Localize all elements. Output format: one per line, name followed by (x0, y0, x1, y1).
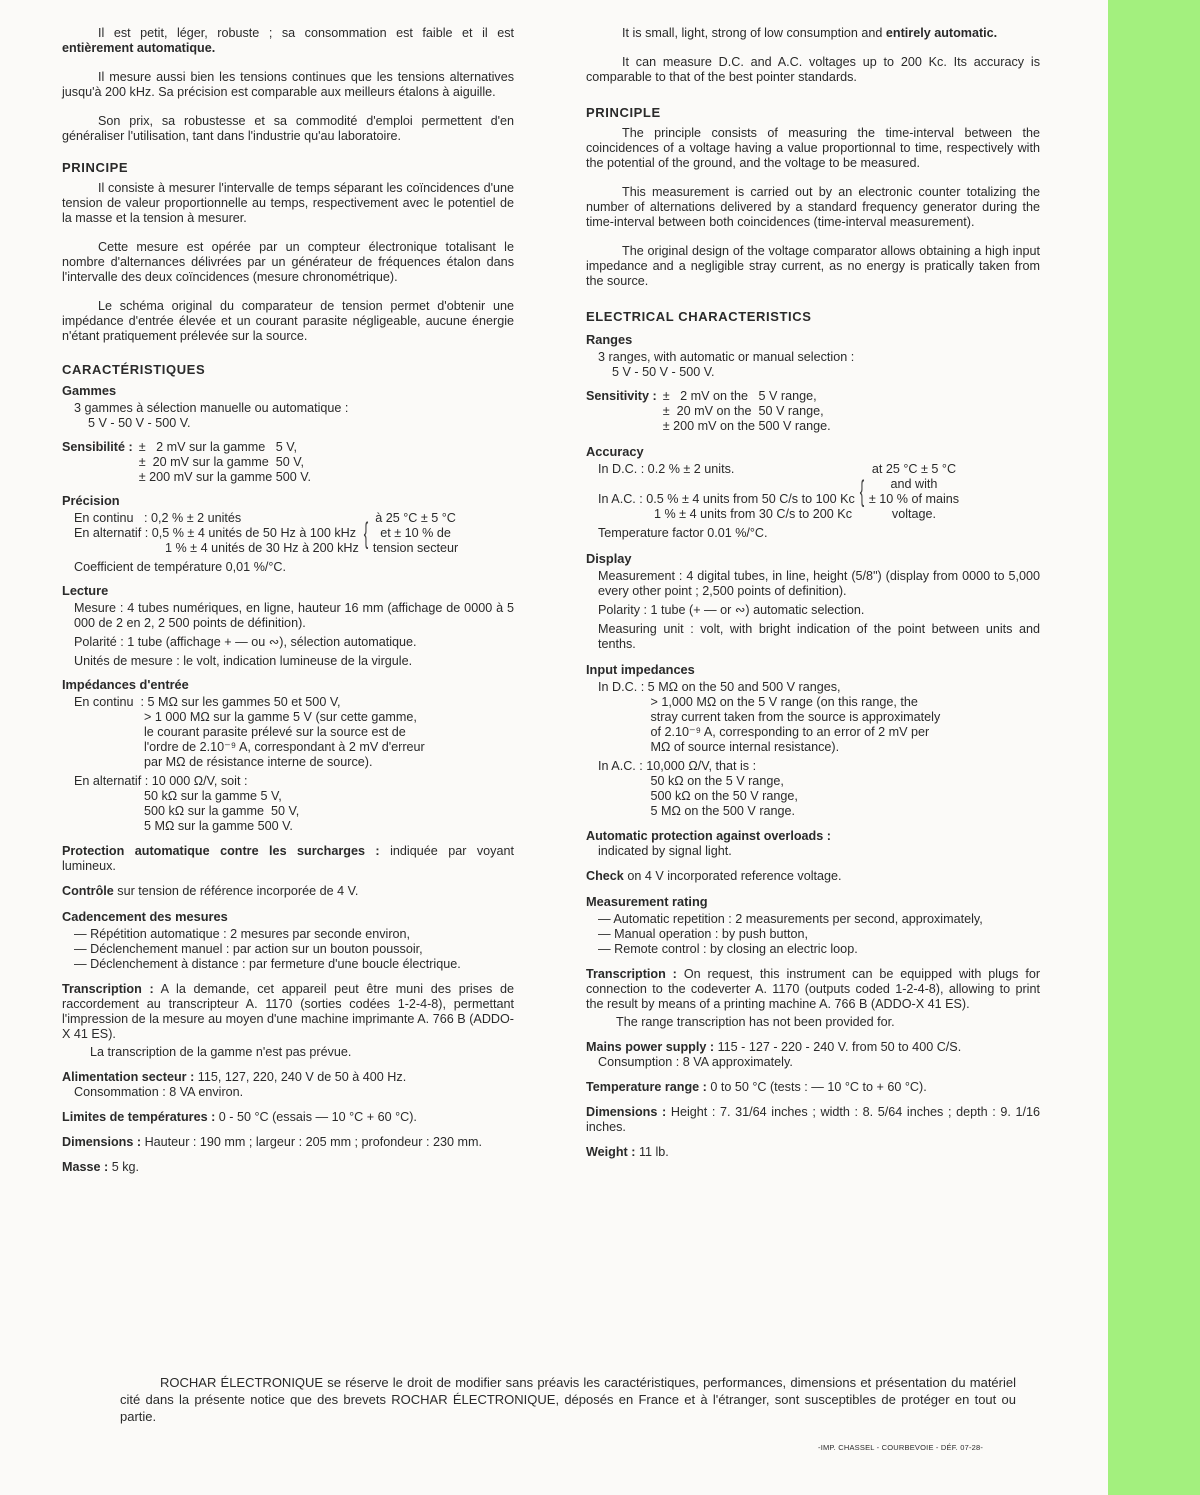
fr-precision-right: à 25 °C ± 5 °C et ± 10 % de tension secteur (372, 511, 459, 555)
en-protection: Automatic protection against overloads : indicated by signal light. (586, 829, 831, 858)
fr-imped-continu: En continu : 5 MΩ sur les gammes 50 et 500 V, > 1 000 MΩ sur la gamme 5 V (sur cette gamme, le courant parasite prélevé sur la source est de l'ordre de 2.10⁻⁹ A, correspondant à 2 mV d'erreur par MΩ de résistance interne de source). (74, 695, 425, 769)
fr-lecture-title: Lecture (62, 583, 109, 598)
en-principle-title: PRINCIPLE (586, 105, 661, 120)
en-weight: Weight : 11 lb. (586, 1145, 669, 1159)
fr-limites: Limites de températures : 0 - 50 °C (essais — 10 °C + 60 °C). (62, 1110, 417, 1124)
en-accuracy-left: In D.C. : 0.2 % ± 2 units. In A.C. : 0.5 % ± 4 units from 50 C/s to 100 Kc 1 % ± 4 units from 30 C/s to 200 Kc (598, 462, 855, 521)
en-rating-2: — Manual operation : by push button, (598, 927, 809, 941)
fr-precision-block (62, 511, 514, 556)
fr-precision-title: Précision (62, 493, 120, 508)
en-sens-values: ± 2 mV on the 5 V range, ± 20 mV on the 50 V range, ± 200 mV on the 500 V range. (662, 389, 831, 433)
fr-lecture-1: Mesure : 4 tubes numériques, en ligne, hauteur 16 mm (affichage de 0000 à 5 000 de 2 en 2, 2 500 points de définition). (74, 601, 514, 630)
fr-dimensions: Dimensions : Hauteur : 190 mm ; largeur : 205 mm ; profondeur : 230 mm. (62, 1135, 482, 1149)
en-sens-label: Sensitivity : (586, 389, 657, 403)
en-principle-2: This measurement is carried out by an electronic counter totalizing the number of alternations delivered by a standard frequency generator during the time-interval between both coincidences (time-interval measurement). (586, 185, 1040, 229)
en-transcription-2: The range transcription has not been provided for. (616, 1015, 895, 1029)
en-transcription: Transcription : On request, this instrument can be equipped with plugs for connection to the codeverter A. 1170 (outputs coded 1-2-4-8), allowing to print the result by means of a printing machine A. 766 B (ADDO-X 41 ES). (586, 967, 1041, 1011)
en-display-title: Display (586, 551, 632, 566)
fr-precision-coef: Coefficient de température 0,01 %/°C. (74, 560, 287, 574)
en-rating-1: — Automatic repetition : 2 measurements per second, approximately, (598, 912, 983, 926)
en-display-3: Measuring unit : volt, with bright indication of the point between units and tenths. (598, 622, 1040, 651)
fr-controle: Contrôle sur tension de référence incorporée de 4 V. (62, 884, 359, 898)
brace-icon: { (363, 516, 369, 550)
fr-lecture-3: Unités de mesure : le volt, indication lumineuse de la virgule. (74, 654, 413, 668)
fr-carac-title: CARACTÉRISTIQUES (62, 362, 206, 377)
fr-intro-1: Il est petit, léger, robuste ; sa consommation est faible et il est entièrement automatique. (62, 26, 514, 55)
en-ranges: 3 ranges, with automatic or manual selection : 5 V - 50 V - 500 V. (598, 350, 855, 379)
fr-caden-title: Cadencement des mesures (62, 909, 228, 924)
fr-transcription-2: La transcription de la gamme n'est pas prévue. (90, 1045, 352, 1059)
en-accuracy-right: at 25 °C ± 5 °C and with ± 10 % of mains voltage. (868, 462, 960, 521)
en-ranges-title: Ranges (586, 332, 633, 347)
en-accuracy-temp: Temperature factor 0.01 %/°C. (598, 526, 768, 540)
en-accuracy-block (586, 462, 1040, 522)
en-mains: Mains power supply : 115 - 127 - 220 - 240 V. from 50 to 400 C/S. (586, 1040, 962, 1054)
fr-precision-left: En continu : 0,2 % ± 2 unités En alternatif : 0,5 % ± 4 unités de 50 Hz à 100 kHz 1 % ± 4 unités de 30 Hz à 200 kHz (74, 511, 359, 555)
fr-transcription: Transcription : A la demande, cet appareil peut être muni des prises de raccordement au transcripteur A. 1170 (sorties codées 1-2-4-8), permettant l'impression de la mesure au moyen d'une machine imprimante A. 766 B (ADDO-X 41 ES). (62, 982, 515, 1041)
fr-protection: Protection automatique contre les surcharges : indiquée par voyant lumineux. (62, 844, 514, 873)
fr-gammes: 3 gammes à sélection manuelle ou automatique : 5 V - 50 V - 500 V. (74, 401, 349, 430)
en-elec-title: ELECTRICAL CHARACTERISTICS (586, 309, 812, 324)
en-display-1: Measurement : 4 digital tubes, in line, height (5/8") (display from 0000 to 5,000 every other point ; 2,500 points of definition). (598, 569, 1040, 598)
footer-notice: ROCHAR ÉLECTRONIQUE se réserve le droit de modifier sans préavis les caractéristiques, performances, dimensions et présentation du matériel cité dans la présente notice que des brevets ROCHAR ÉLECTRONIQUE, déposés en France et à l'étranger, sont susceptibles de protéger en tout ou partie. (120, 1375, 1016, 1424)
printer-credit: -IMP. CHASSEL - COURBEVOIE - DÉF. 07-28- (818, 1443, 984, 1452)
en-principle-1: The principle consists of measuring the time-interval between the coincidences of a voltage having a value proportionnal to time, respectively with the potential of the ground, and the voltage to be measured. (586, 126, 1040, 170)
fr-sensib-values: ± 2 mV sur la gamme 5 V, ± 20 mV sur la gamme 50 V, ± 200 mV sur la gamme 500 V. (138, 440, 312, 484)
en-input-ac: In A.C. : 10,000 Ω/V, that is : 50 kΩ on the 5 V range, 500 kΩ on the 50 V range, 5 MΩ on the 500 V range. (598, 759, 798, 818)
fr-principe-1: Il consiste à mesurer l'intervalle de temps séparant les coïncidences d'une tension de valeur proportionnelle au temps, respectivement avec le potentiel de la masse et la tension à mesurer. (62, 181, 514, 225)
green-edge-strip (1108, 0, 1200, 1495)
fr-principe-2: Cette mesure est opérée par un compteur électronique totalisant le nombre d'alternances délivrées par un générateur de fréquences étalon dans l'intervalle des deux coïncidences (mesure chronométrique). (62, 240, 514, 284)
fr-caden-3: — Déclenchement à distance : par fermeture d'une boucle électrique. (74, 957, 461, 971)
en-dimensions: Dimensions : Height : 7. 31/64 inches ; width : 8. 5/64 inches ; depth : 9. 1/16 inches. (586, 1105, 1041, 1134)
fr-intro-2: Il mesure aussi bien les tensions continues que les tensions alternatives jusqu'à 200 kHz. Sa précision est comparable aux meilleurs étalons à aiguille. (62, 70, 514, 99)
en-input-dc: In D.C. : 5 MΩ on the 50 and 500 V ranges, > 1,000 MΩ on the 5 V range (on this range, the stray current taken from the source is approximately of 2.10⁻⁹ A, corresponding to an error of 2 mV per MΩ of source internal resistance). (598, 680, 941, 754)
en-input-title: Input impedances (586, 662, 695, 677)
en-consumption: Consumption : 8 VA approximately. (598, 1055, 793, 1069)
en-display-2: Polarity : 1 tube (+ — or ∾) automatic selection. (598, 603, 865, 617)
fr-sensibilite (62, 440, 514, 485)
fr-principe-title: PRINCIPE (62, 160, 129, 175)
brace-icon: { (859, 475, 865, 508)
fr-caden-1: — Répétition automatique : 2 mesures par seconde environ, (74, 927, 411, 941)
fr-gammes-title: Gammes (62, 383, 117, 398)
en-accuracy-title: Accuracy (586, 444, 644, 459)
fr-imped-title: Impédances d'entrée (62, 677, 189, 692)
fr-imped-altern: En alternatif : 10 000 Ω/V, soit : 50 kΩ sur la gamme 5 V, 500 kΩ sur la gamme 50 V, 5 MΩ sur la gamme 500 V. (74, 774, 300, 833)
en-intro-2: It can measure D.C. and A.C. voltages up to 200 Kc. Its accuracy is comparable to that of the best pointer standards. (586, 55, 1040, 84)
fr-intro-3: Son prix, sa robustesse et sa commodité d'emploi permettent d'en généraliser l'utilisation, tant dans l'industrie qu'au laboratoire. (62, 114, 514, 143)
en-principle-3: The original design of the voltage comparator allows obtaining a high input impedance and a negligible stray current, as no energy is pratically taken from the source. (586, 244, 1040, 288)
fr-caden-2: — Déclenchement manuel : par action sur un bouton poussoir, (74, 942, 423, 956)
fr-sensib-label: Sensibilité : (62, 440, 133, 454)
fr-alimentation: Alimentation secteur : 115, 127, 220, 240 V de 50 à 400 Hz. (62, 1070, 407, 1084)
fr-principe-3: Le schéma original du comparateur de tension permet d'obtenir une impédance d'entrée élevée et un courant parasite négligeable, aucune énergie n'étant pratiquement prélevée sur la source. (62, 299, 514, 343)
en-check: Check on 4 V incorporated reference voltage. (586, 869, 842, 883)
en-sensitivity (586, 389, 1040, 434)
en-rating-3: — Remote control : by closing an electric loop. (598, 942, 858, 956)
fr-masse: Masse : 5 kg. (62, 1160, 140, 1174)
french-column (62, 26, 514, 1175)
english-column (586, 26, 1040, 1160)
fr-lecture-2: Polarité : 1 tube (affichage + — ou ∾), sélection automatique. (74, 635, 417, 649)
en-temperature: Temperature range : 0 to 50 °C (tests : — 10 °C to + 60 °C). (586, 1080, 927, 1094)
fr-consommation: Consommation : 8 VA environ. (74, 1085, 244, 1099)
en-intro-1: It is small, light, strong of low consumption and entirely automatic. (622, 26, 998, 40)
en-rating-title: Measurement rating (586, 894, 708, 909)
